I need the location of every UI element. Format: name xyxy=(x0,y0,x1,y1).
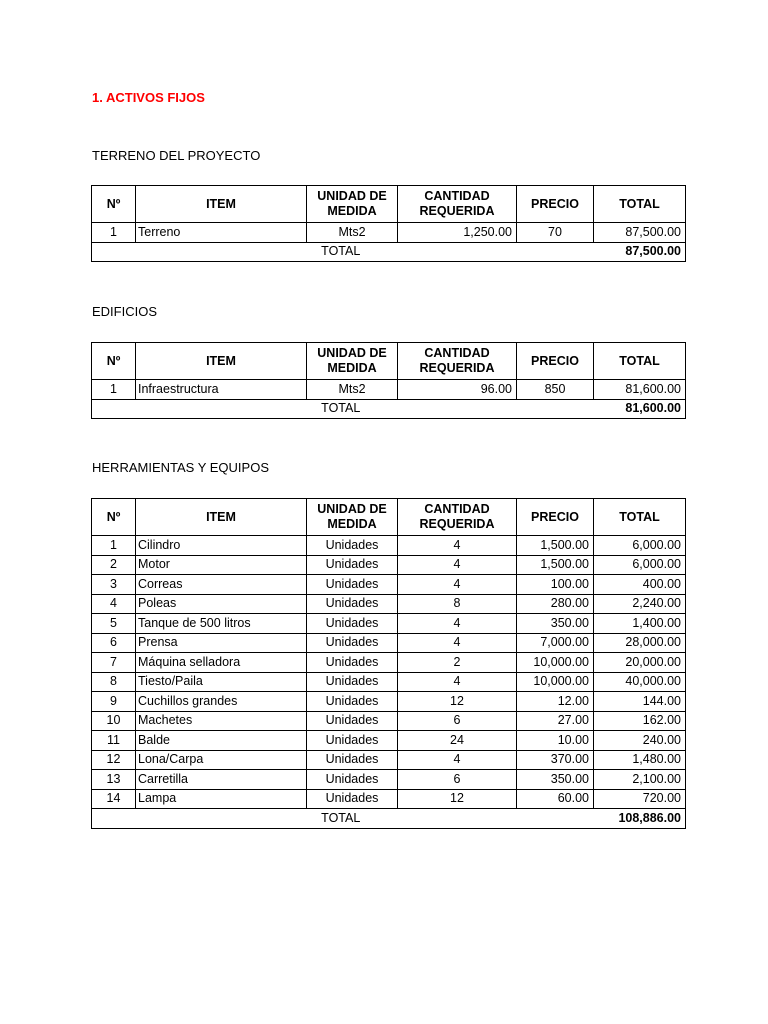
table-row xyxy=(92,536,686,556)
table-body-edificios xyxy=(92,380,686,400)
cell-num: 10 xyxy=(92,711,136,731)
cell-cantidad: 8 xyxy=(398,594,517,614)
header-unidad: UNIDAD DE MEDIDA xyxy=(307,343,398,380)
cell-total: 400.00 xyxy=(594,575,686,595)
cell-precio: 10.00 xyxy=(517,731,594,751)
cell-precio: 60.00 xyxy=(517,789,594,809)
cell-precio: 12.00 xyxy=(517,692,594,712)
header-cantidad: CANTIDAD REQUERIDA xyxy=(398,499,517,536)
cell-precio: 1,500.00 xyxy=(517,536,594,556)
header-unidad: UNIDAD DE MEDIDA xyxy=(307,499,398,536)
cell-cantidad: 4 xyxy=(398,633,517,653)
total-value: 81,600.00 xyxy=(594,399,686,419)
header-precio: PRECIO xyxy=(517,186,594,223)
header-precio: PRECIO xyxy=(517,343,594,380)
cell-num: 14 xyxy=(92,789,136,809)
table-header-row xyxy=(92,343,686,380)
cell-unidad: Unidades xyxy=(307,750,398,770)
cell-precio: 70 xyxy=(517,223,594,243)
cell-precio: 850 xyxy=(517,380,594,400)
cell-item: Infraestructura xyxy=(136,380,307,400)
cell-unidad: Unidades xyxy=(307,614,398,634)
cell-total: 2,240.00 xyxy=(594,594,686,614)
cell-unidad: Unidades xyxy=(307,672,398,692)
cell-total: 1,400.00 xyxy=(594,614,686,634)
cell-num: 7 xyxy=(92,653,136,673)
table-row xyxy=(92,750,686,770)
cell-unidad: Unidades xyxy=(307,770,398,790)
table-row xyxy=(92,633,686,653)
cell-item: Tiesto/Paila xyxy=(136,672,307,692)
cell-num: 13 xyxy=(92,770,136,790)
cell-precio: 350.00 xyxy=(517,614,594,634)
total-value: 87,500.00 xyxy=(594,242,686,262)
cell-item: Tanque de 500 litros xyxy=(136,614,307,634)
cell-num: 3 xyxy=(92,575,136,595)
cell-cantidad: 4 xyxy=(398,672,517,692)
table-header-row xyxy=(92,186,686,223)
cell-cantidad: 96.00 xyxy=(398,380,517,400)
cell-total: 81,600.00 xyxy=(594,380,686,400)
cell-item: Máquina selladora xyxy=(136,653,307,673)
cell-item: Carretilla xyxy=(136,770,307,790)
cell-total: 6,000.00 xyxy=(594,555,686,575)
cell-cantidad: 4 xyxy=(398,614,517,634)
cell-unidad: Unidades xyxy=(307,633,398,653)
total-row xyxy=(92,399,686,419)
table-terreno xyxy=(91,185,686,262)
cell-total: 144.00 xyxy=(594,692,686,712)
table-row xyxy=(92,555,686,575)
cell-precio: 7,000.00 xyxy=(517,633,594,653)
cell-item: Prensa xyxy=(136,633,307,653)
section-title-edificios: EDIFICIOS xyxy=(92,304,158,319)
cell-precio: 350.00 xyxy=(517,770,594,790)
table-herramientas xyxy=(91,498,686,829)
cell-cantidad: 4 xyxy=(398,750,517,770)
header-precio: PRECIO xyxy=(517,499,594,536)
table-row xyxy=(92,614,686,634)
table-row xyxy=(92,731,686,751)
cell-item: Cilindro xyxy=(136,536,307,556)
table-row xyxy=(92,672,686,692)
header-num: Nº xyxy=(92,343,136,380)
header-total: TOTAL xyxy=(594,186,686,223)
cell-unidad: Unidades xyxy=(307,692,398,712)
table-body-herramientas xyxy=(92,536,686,809)
cell-cantidad: 4 xyxy=(398,536,517,556)
cell-cantidad: 2 xyxy=(398,653,517,673)
cell-cantidad: 6 xyxy=(398,770,517,790)
cell-unidad: Mts2 xyxy=(307,223,398,243)
cell-unidad: Unidades xyxy=(307,789,398,809)
table-row xyxy=(92,575,686,595)
table-row xyxy=(92,770,686,790)
cell-item: Lampa xyxy=(136,789,307,809)
cell-num: 1 xyxy=(92,380,136,400)
cell-total: 28,000.00 xyxy=(594,633,686,653)
table-row xyxy=(92,692,686,712)
table-row xyxy=(92,653,686,673)
cell-precio: 10,000.00 xyxy=(517,672,594,692)
cell-total: 720.00 xyxy=(594,789,686,809)
cell-item: Machetes xyxy=(136,711,307,731)
header-total: TOTAL xyxy=(594,499,686,536)
cell-precio: 370.00 xyxy=(517,750,594,770)
header-cantidad: CANTIDAD REQUERIDA xyxy=(398,186,517,223)
header-item: ITEM xyxy=(136,186,307,223)
cell-num: 12 xyxy=(92,750,136,770)
table-row xyxy=(92,789,686,809)
cell-num: 5 xyxy=(92,614,136,634)
cell-precio: 1,500.00 xyxy=(517,555,594,575)
cell-item: Lona/Carpa xyxy=(136,750,307,770)
cell-unidad: Unidades xyxy=(307,536,398,556)
cell-total: 40,000.00 xyxy=(594,672,686,692)
table-body-terreno xyxy=(92,223,686,243)
header-item: ITEM xyxy=(136,499,307,536)
section-title-herramientas: HERRAMIENTAS Y EQUIPOS xyxy=(92,460,269,475)
header-item: ITEM xyxy=(136,343,307,380)
cell-total: 20,000.00 xyxy=(594,653,686,673)
cell-num: 6 xyxy=(92,633,136,653)
header-unidad: UNIDAD DE MEDIDA xyxy=(307,186,398,223)
total-value: 108,886.00 xyxy=(594,809,686,829)
cell-unidad: Unidades xyxy=(307,555,398,575)
table-row xyxy=(92,380,686,400)
total-label: TOTAL xyxy=(92,809,594,829)
cell-num: 8 xyxy=(92,672,136,692)
cell-item: Correas xyxy=(136,575,307,595)
cell-num: 9 xyxy=(92,692,136,712)
cell-unidad: Unidades xyxy=(307,575,398,595)
cell-total: 87,500.00 xyxy=(594,223,686,243)
table-row xyxy=(92,711,686,731)
page-title: 1. ACTIVOS FIJOS xyxy=(92,90,205,105)
cell-cantidad: 1,250.00 xyxy=(398,223,517,243)
cell-total: 240.00 xyxy=(594,731,686,751)
cell-total: 1,480.00 xyxy=(594,750,686,770)
cell-unidad: Unidades xyxy=(307,711,398,731)
cell-unidad: Unidades xyxy=(307,731,398,751)
cell-total: 2,100.00 xyxy=(594,770,686,790)
cell-cantidad: 6 xyxy=(398,711,517,731)
cell-item: Balde xyxy=(136,731,307,751)
cell-num: 4 xyxy=(92,594,136,614)
cell-total: 162.00 xyxy=(594,711,686,731)
total-row xyxy=(92,809,686,829)
cell-precio: 10,000.00 xyxy=(517,653,594,673)
header-num: Nº xyxy=(92,186,136,223)
table-row xyxy=(92,594,686,614)
total-label: TOTAL xyxy=(92,399,594,419)
table-row xyxy=(92,223,686,243)
cell-cantidad: 12 xyxy=(398,692,517,712)
table-header-row xyxy=(92,499,686,536)
cell-precio: 100.00 xyxy=(517,575,594,595)
header-cantidad: CANTIDAD REQUERIDA xyxy=(398,343,517,380)
cell-item: Cuchillos grandes xyxy=(136,692,307,712)
cell-num: 1 xyxy=(92,536,136,556)
cell-precio: 280.00 xyxy=(517,594,594,614)
cell-num: 11 xyxy=(92,731,136,751)
cell-num: 1 xyxy=(92,223,136,243)
cell-total: 6,000.00 xyxy=(594,536,686,556)
cell-cantidad: 12 xyxy=(398,789,517,809)
cell-unidad: Unidades xyxy=(307,594,398,614)
cell-num: 2 xyxy=(92,555,136,575)
table-edificios xyxy=(91,342,686,419)
header-total: TOTAL xyxy=(594,343,686,380)
cell-cantidad: 4 xyxy=(398,555,517,575)
cell-item: Motor xyxy=(136,555,307,575)
cell-precio: 27.00 xyxy=(517,711,594,731)
cell-cantidad: 24 xyxy=(398,731,517,751)
cell-cantidad: 4 xyxy=(398,575,517,595)
cell-item: Poleas xyxy=(136,594,307,614)
cell-unidad: Unidades xyxy=(307,653,398,673)
cell-item: Terreno xyxy=(136,223,307,243)
header-num: Nº xyxy=(92,499,136,536)
section-title-terreno: TERRENO DEL PROYECTO xyxy=(92,148,261,163)
total-label: TOTAL xyxy=(92,242,594,262)
total-row xyxy=(92,242,686,262)
cell-unidad: Mts2 xyxy=(307,380,398,400)
